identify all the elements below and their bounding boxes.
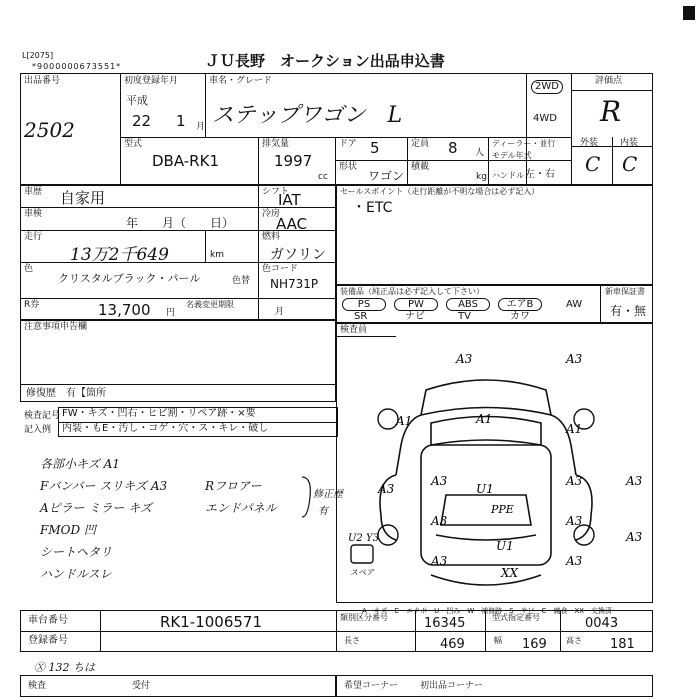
- receiving-label: 受付: [132, 681, 151, 691]
- recycle: 13,700: [98, 301, 151, 319]
- shift-label: シフト: [262, 187, 290, 197]
- type-code-label: 型式指定番号: [492, 613, 540, 622]
- displacement-label: 排気量: [262, 139, 290, 149]
- usage-label: 車歴: [24, 187, 43, 197]
- spare-label: スペア: [350, 568, 374, 577]
- shape-label: 形状: [339, 162, 358, 172]
- grade-score: R: [600, 95, 622, 128]
- note-4: FMOD 凹: [40, 523, 96, 537]
- equip-aw: AW: [566, 299, 583, 310]
- cc-unit: cc: [318, 172, 328, 182]
- mark-16: A3: [566, 554, 583, 568]
- lot-no-label: 出品番号: [24, 76, 61, 86]
- mark-5: A1: [566, 422, 583, 436]
- side-note-3: 修正歴: [313, 489, 343, 500]
- length: 469: [440, 637, 465, 652]
- color: クリスタルブラック・パール: [58, 272, 201, 285]
- displacement: 1997: [274, 152, 313, 170]
- sales-point-label: セールスポイント（走行距離が不明な場合は必ず記入）: [340, 187, 540, 196]
- model-code-label: 類別区分番号: [340, 613, 388, 622]
- tax-label: 名義変更期限: [186, 300, 234, 309]
- top-right-mark: [683, 6, 695, 20]
- grade-score-label: 評価点: [595, 76, 623, 86]
- footer-note: Ⓧ 132 ちは: [34, 661, 95, 674]
- dealer-label: ディーラー・並行: [492, 139, 556, 148]
- width-label: 幅: [494, 636, 502, 645]
- drive-2wd: 2WD: [531, 80, 563, 94]
- era: 平成: [126, 94, 148, 107]
- aircon-label: 冷房: [262, 209, 281, 219]
- note-6: ハンドルスレ: [40, 567, 112, 581]
- km-unit: km: [210, 250, 224, 260]
- equip-leather: カワ: [510, 311, 530, 322]
- mark-13: A3: [431, 514, 448, 528]
- equip-tv: TV: [458, 311, 471, 322]
- form-title: ＪＵ長野 オークション出品申込書: [205, 52, 445, 70]
- recycle-label: R券: [24, 300, 40, 310]
- interior-label: 内装: [620, 138, 639, 148]
- tax-month: 月: [275, 307, 285, 317]
- inspection: 年 月（ 日）: [126, 216, 235, 230]
- drive-4wd: 4WD: [533, 113, 557, 124]
- equipment-label: 装備品（純正品は必ず記入して下さい）: [340, 287, 484, 296]
- kg-unit: kg: [476, 172, 487, 182]
- repair-history-label: 修復歴: [26, 388, 56, 399]
- car-name: ステップワゴン L: [212, 103, 403, 128]
- check-codes-row2: 内装・もE・汚し・コゲ・穴・ス・キレ・破し: [62, 423, 269, 434]
- width: 169: [522, 637, 547, 652]
- mark-1: A3: [456, 352, 473, 366]
- shift: IAT: [278, 191, 301, 209]
- fuel: ガソリン: [270, 247, 326, 263]
- length-label: 長さ: [344, 636, 360, 645]
- model: DBA-RK1: [152, 152, 219, 170]
- side-note-4: 有: [318, 506, 328, 517]
- inspector-label: 検査員: [340, 325, 368, 335]
- fuel-label: 燃料: [262, 232, 281, 242]
- month-unit: 月: [196, 122, 206, 132]
- mark-7: A3: [431, 474, 448, 488]
- yen-unit: 円: [166, 308, 176, 318]
- reg-year: 22: [132, 112, 152, 130]
- mark-18: XX: [501, 566, 519, 580]
- equip-navi: ナビ: [405, 311, 425, 322]
- capacity-unit: 人: [475, 148, 485, 158]
- exterior-grade: C: [585, 152, 601, 176]
- interior-grade: C: [622, 152, 638, 176]
- check-codes-row1: FW・キズ・凹右・ヒビ割・リペア跡・×要: [62, 408, 256, 419]
- legend: A－キズ E－エクボ U－凹み W－補修跡 S－サビ C－腐食 XX－交換済: [362, 607, 613, 615]
- type-code: 0043: [585, 616, 619, 631]
- equip-pw: PW: [394, 298, 438, 311]
- chassis-no-label: 車台番号: [28, 615, 68, 626]
- doors-label: ドア: [339, 139, 357, 149]
- mark-12: A3: [626, 474, 643, 488]
- model-year-label: モデル年式: [492, 151, 532, 160]
- color-code-label: 色コード: [262, 264, 299, 274]
- handle: 左・右: [525, 169, 555, 180]
- sales-point: ・ETC: [352, 200, 393, 216]
- model-label: 型式: [124, 139, 143, 149]
- note-5: シートヘタリ: [40, 545, 113, 559]
- note-1: 各部小キズ A1: [40, 457, 120, 471]
- capacity: 8: [448, 139, 458, 157]
- exterior-label: 外装: [580, 138, 599, 148]
- color-change-label: 色替: [232, 276, 251, 286]
- note-3: Aピラー ミラー キズ: [40, 501, 153, 515]
- color-label: 色: [24, 264, 34, 274]
- inspect-label: 検査: [28, 681, 47, 691]
- side-note-1: Rフロアー: [205, 479, 262, 493]
- mark-19: U2 Y3: [348, 533, 379, 544]
- model-code: 16345: [424, 616, 466, 631]
- mark-15: A3: [431, 554, 448, 568]
- equip-sr: SR: [354, 311, 368, 322]
- equip-airbag: エアB: [498, 298, 542, 311]
- mileage: 13万2千649: [70, 245, 169, 265]
- corner2-label: 初出品コーナー: [420, 681, 484, 691]
- mark-10: U1: [496, 539, 514, 553]
- height-label: 高さ: [566, 636, 582, 645]
- lot-no: 2502: [24, 118, 75, 142]
- mark-17: A3: [626, 530, 643, 544]
- height: 181: [610, 637, 635, 652]
- handle-label: ハンドル: [492, 171, 524, 180]
- mark-11: PPE: [491, 503, 514, 516]
- footer-left: [20, 675, 336, 697]
- mark-3: A1: [476, 412, 493, 426]
- mark-2: A3: [566, 352, 583, 366]
- chassis-no: RK1-1006571: [160, 613, 263, 631]
- first-reg-label: 初度登録年月: [124, 76, 179, 86]
- corner1-label: 希望コーナー: [344, 681, 399, 691]
- equip-ps: PS: [342, 298, 386, 311]
- fill-label: 記入例: [24, 425, 52, 435]
- inspection-label: 車検: [24, 209, 43, 219]
- side-note-2: エンドパネル: [205, 501, 277, 515]
- mark-4: A1: [396, 414, 413, 428]
- shape: ワゴン: [368, 169, 405, 183]
- check-label: 検査記号: [24, 411, 61, 421]
- aircon: AAC: [276, 215, 308, 233]
- mark-9: U1: [476, 482, 494, 496]
- doors: 5: [370, 139, 380, 157]
- damage-diagram: [336, 345, 653, 603]
- mileage-label: 走行: [24, 232, 43, 242]
- car-name-label: 車名・グレード: [209, 76, 273, 86]
- owner-manual: 有・無: [610, 304, 647, 318]
- capacity-label: 定員: [411, 139, 430, 149]
- notes-label: 注意事項申告欄: [24, 322, 88, 332]
- side-note-bracket: [300, 475, 316, 520]
- equip-abs: ABS: [446, 298, 490, 311]
- repair-history: 有【箇所: [66, 388, 106, 399]
- reg-no-label: 登録番号: [28, 635, 68, 646]
- load-label: 積載: [411, 162, 430, 172]
- form-code: L[2075]: [22, 51, 54, 60]
- reg-month: 1: [176, 112, 186, 130]
- mark-6: A3: [378, 482, 395, 496]
- color-code: NH731P: [270, 277, 319, 291]
- usage: 自家用: [60, 189, 106, 207]
- owner-manual-label: 新車保証書: [605, 287, 645, 296]
- mark-8: A3: [566, 474, 583, 488]
- barcode-number: *9000000673551*: [32, 62, 122, 71]
- note-2: Fバンパー スリキズ A3: [40, 479, 168, 493]
- mark-14: A3: [566, 514, 583, 528]
